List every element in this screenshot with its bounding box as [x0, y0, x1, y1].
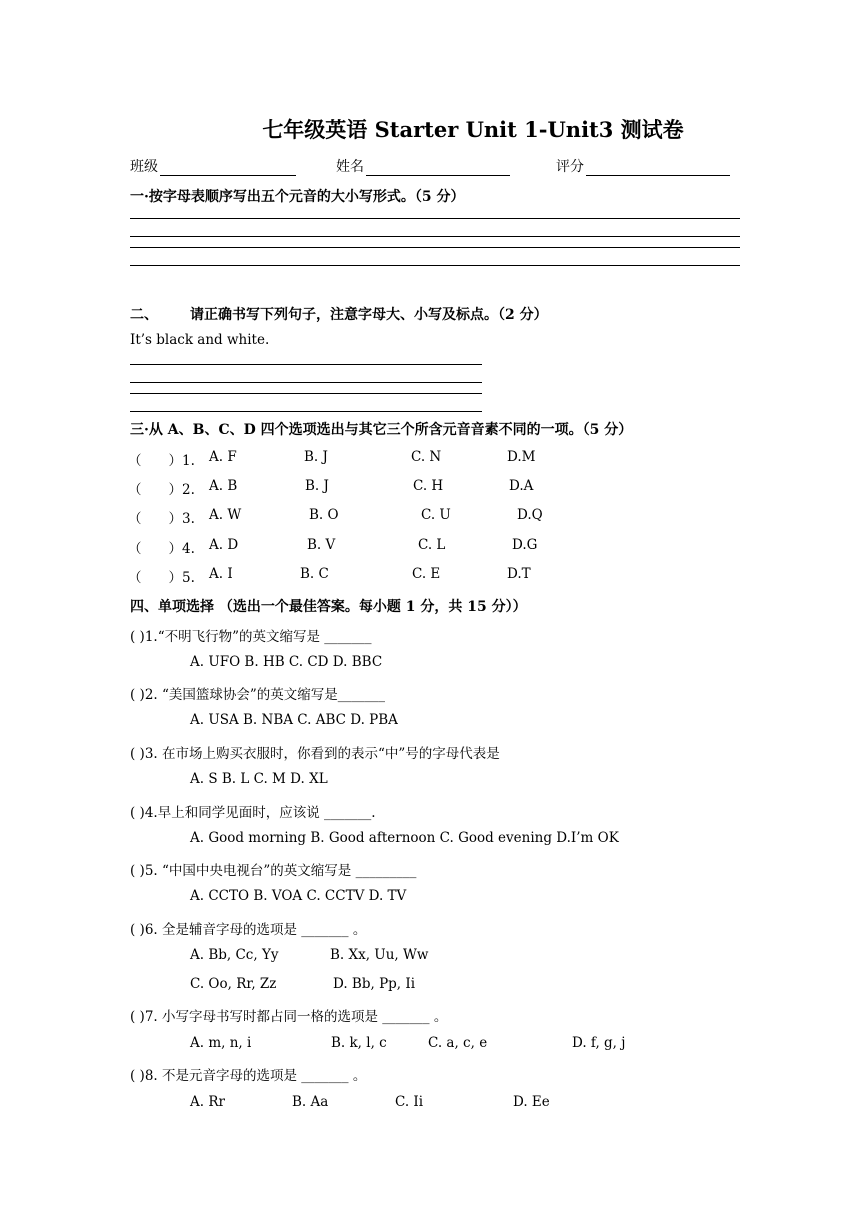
q3-2-paren[interactable]: （ ）2. — [128, 482, 195, 498]
q3-3-d: D.Q — [517, 507, 543, 523]
q3-2-c: C. H — [413, 478, 444, 494]
q3-3-b: B. O — [309, 507, 339, 523]
score-blank[interactable] — [586, 161, 730, 176]
q3-1-paren[interactable]: （ ）1. — [128, 453, 195, 469]
q4-6-option-d: D. Bb, Pp, Ii — [333, 976, 416, 992]
answer-line[interactable] — [130, 265, 740, 266]
q3-2-a: A. B — [209, 478, 238, 494]
q4-6-option-b: B. Xx, Uu, Ww — [330, 947, 429, 963]
section4-heading: 四、单项选择 （选出一个最佳答案。每小题 1 分，共 15 分）） — [130, 599, 527, 615]
q3-5-paren[interactable]: （ ）5. — [128, 570, 195, 586]
q4-4-stem[interactable]: ( )4.早上和同学见面时，应该说 _______. — [130, 805, 376, 821]
answer-line[interactable] — [130, 247, 740, 248]
q4-2-options: A. USA B. NBA C. ABC D. PBA — [190, 712, 398, 728]
q3-4-d: D.G — [512, 537, 538, 553]
q4-6-option-c: C. Oo, Rr, Zz — [190, 976, 277, 992]
q3-3-c: C. U — [421, 507, 451, 523]
score-label: 评分 — [556, 159, 584, 175]
q4-7-option-c: C. a, c, e — [428, 1035, 488, 1051]
q4-5-options: A. CCTO B. VOA C. CCTV D. TV — [190, 888, 407, 904]
answer-line[interactable] — [130, 382, 482, 383]
q3-5-b: B. C — [300, 566, 329, 582]
answer-line[interactable] — [130, 236, 740, 237]
q4-1-options: A. UFO B. HB C. CD D. BBC — [190, 654, 383, 670]
class-label: 班级 — [130, 159, 158, 175]
q4-6-option-a: A. Bb, Cc, Yy — [190, 947, 279, 963]
answer-line[interactable] — [130, 393, 482, 394]
q4-7-option-a: A. m, n, i — [190, 1035, 252, 1051]
section2-heading: 请正确书写下列句子，注意字母大、小写及标点。（2 分） — [190, 307, 548, 323]
name-label: 姓名 — [336, 159, 364, 175]
q4-8-option-b: B. Aa — [292, 1094, 329, 1110]
class-field — [130, 156, 296, 176]
q3-1-a: A. F — [209, 449, 237, 465]
q3-1-b: B. J — [304, 449, 328, 465]
section2-number: 二、 — [130, 307, 158, 323]
q4-2-stem[interactable]: ( )2. “美国篮球协会”的英文缩写是_______ — [130, 687, 386, 703]
score-field — [556, 156, 730, 176]
page-title: 七年级英语 Starter Unit 1-Unit3 测试卷 — [262, 117, 684, 142]
answer-line[interactable] — [130, 364, 482, 365]
q4-7-option-b: B. k, l, c — [331, 1035, 387, 1051]
q3-4-a: A. D — [209, 537, 239, 553]
q4-7-stem[interactable]: ( )7. 小写字母书写时都占同一格的选项是 _______ 。 — [130, 1009, 448, 1025]
section2-sentence: It’s black and white. — [130, 332, 270, 348]
q4-7-option-d: D. f, g, j — [572, 1035, 626, 1051]
q4-8-stem[interactable]: ( )8. 不是元音字母的选项是 _______ 。 — [130, 1068, 367, 1084]
section1-heading: 一·按字母表顺序写出五个元音的大小写形式。（5 分） — [130, 189, 465, 205]
q3-1-d: D.M — [507, 449, 536, 465]
answer-line[interactable] — [130, 218, 740, 219]
q3-2-d: D.A — [509, 478, 534, 494]
q3-2-b: B. J — [305, 478, 329, 494]
q4-8-option-a: A. Rr — [190, 1094, 225, 1110]
answer-line[interactable] — [130, 411, 482, 412]
q4-1-stem[interactable]: ( )1.“不明飞行物”的英文缩写是 _______ — [130, 629, 372, 645]
q4-8-option-c: C. Ii — [395, 1094, 424, 1110]
q4-6-stem[interactable]: ( )6. 全是辅音字母的选项是 _______ 。 — [130, 922, 367, 938]
q4-4-options: A. Good morning B. Good afternoon C. Good evening D.I’m OK — [190, 830, 619, 846]
q3-3-a: A. W — [209, 507, 242, 523]
q3-1-c: C. N — [411, 449, 442, 465]
q4-3-stem[interactable]: ( )3. 在市场上购买衣服时，你看到的表示“中”号的字母代表是 — [130, 746, 500, 762]
q4-5-stem[interactable]: ( )5. “中国中央电视台”的英文缩写是 _________ — [130, 863, 417, 879]
class-blank[interactable] — [160, 161, 296, 176]
q4-8-option-d: D. Ee — [513, 1094, 550, 1110]
section3-heading: 三·从 A、B、C、D 四个选项选出与其它三个所含元音音素不同的一项。（5 分） — [130, 422, 633, 438]
q3-3-paren[interactable]: （ ）3. — [128, 511, 195, 527]
q3-5-d: D.T — [507, 566, 531, 582]
q3-4-paren[interactable]: （ ）4. — [128, 541, 195, 557]
name-blank[interactable] — [366, 161, 510, 176]
name-field — [336, 156, 510, 176]
q3-4-b: B. V — [307, 537, 336, 553]
q3-5-a: A. I — [209, 566, 233, 582]
q3-4-c: C. L — [418, 537, 446, 553]
q3-5-c: C. E — [412, 566, 441, 582]
q4-3-options: A. S B. L C. M D. XL — [190, 771, 328, 787]
